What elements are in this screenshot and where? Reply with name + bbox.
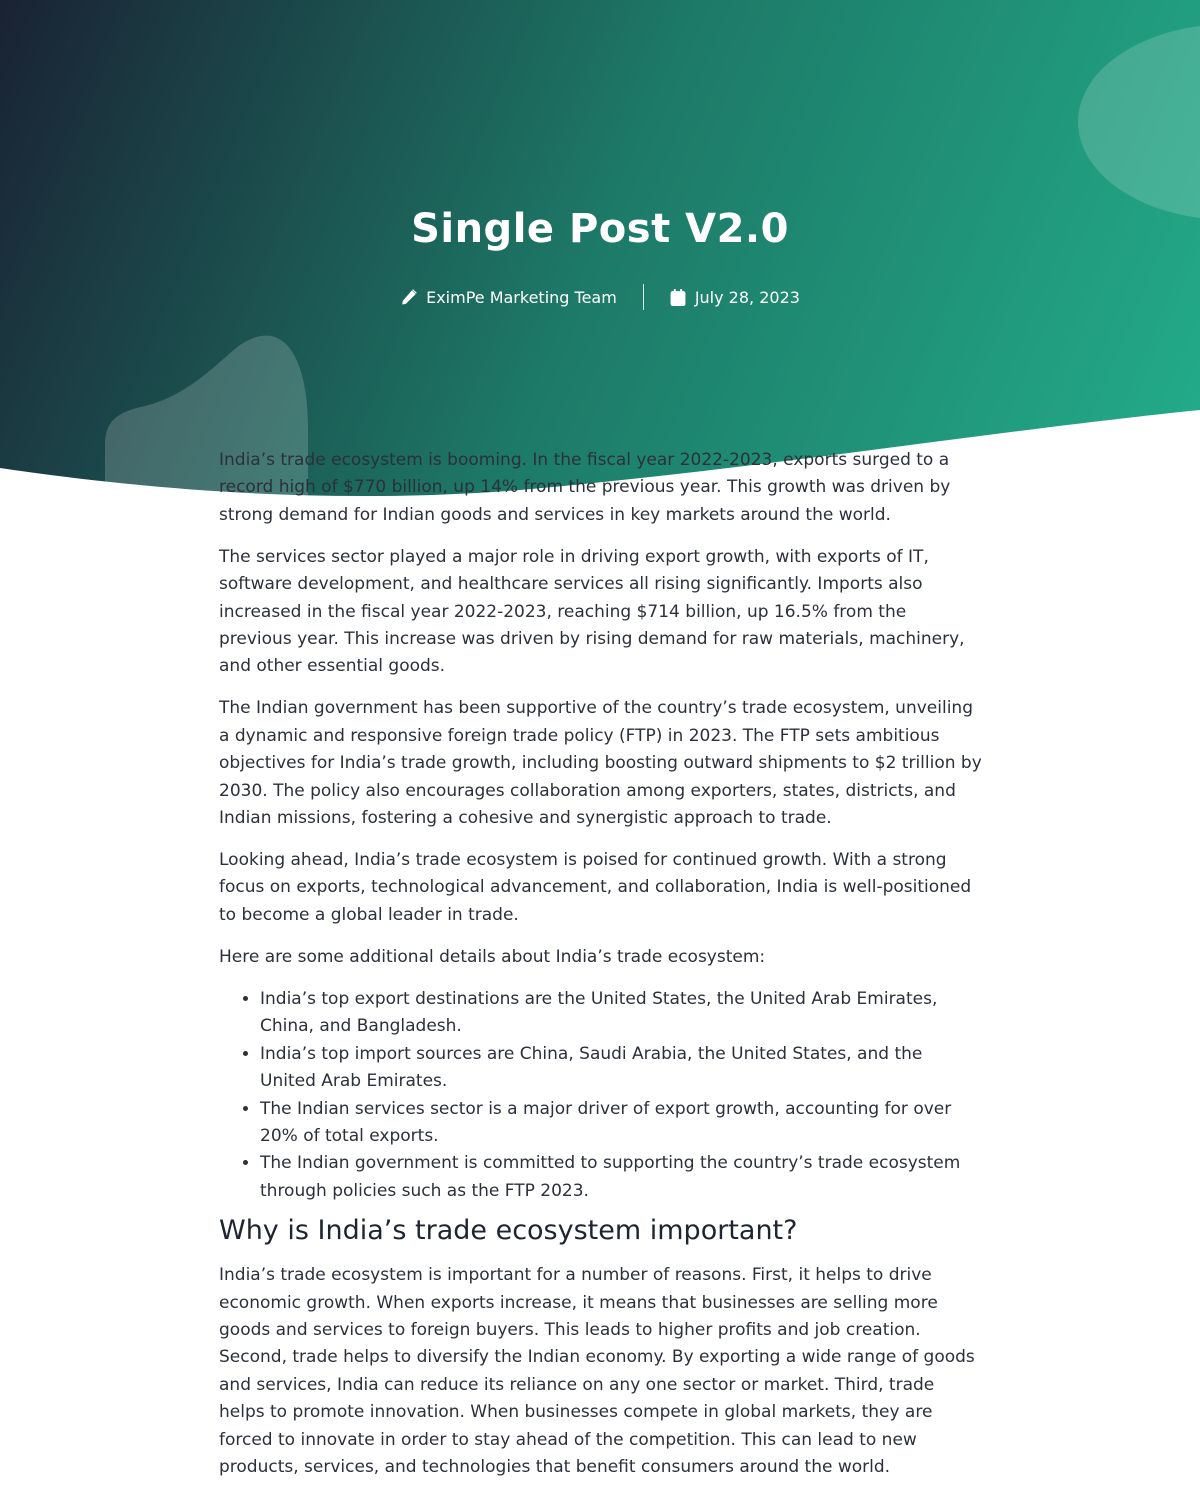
- post-paragraph: India’s trade ecosystem is important for a number of reasons. First, it helps to drive economic growth. When exports increase, it means that businesses are selling more goods and services to foreign buyers. This leads to higher profits and job creation. Second, trade helps to diversify the Indian economy. By exporting a wide range of goods and services, India can reduce its reliance on any one sector or market. Third, trade helps to promote innovation. When businesses compete in global markets, they are forced to innovate in order to stay ahead of the competition. This can lead to new products, services, and technologies that benefit consumers around the world.: [219, 1265, 975, 1477]
- post-author[interactable]: [400, 288, 617, 307]
- post-date: [670, 288, 800, 307]
- calendar-icon: [670, 289, 686, 306]
- post-paragraph: The Indian government has been supportive of the country’s trade ecosystem, unveiling a dynamic and responsive foreign trade policy (FTP) in 2023. The FTP sets ambitious objectives for India’s trade growth, including boosting outward shipments to $2 trillion by 2030. The policy also encourages collaboration among exporters, states, districts, and Indian missions, fostering a cohesive and synergistic approach to trade.: [219, 698, 982, 829]
- page-title: Single Post V2.0: [411, 206, 789, 252]
- list-item: • The Indian government is committed to supporting the country’s trade ecosystem through policies such as the FTP 2023.: [260, 1150, 983, 1205]
- post-body: [219, 447, 983, 1496]
- pencil-icon: [400, 289, 417, 306]
- trade-details-list: [219, 986, 983, 1205]
- post-author-name: EximPe Marketing Team: [426, 287, 617, 307]
- meta-divider: [643, 284, 644, 310]
- post-paragraph: Here are some additional details about India’s trade ecosystem:: [219, 946, 766, 967]
- post-paragraph: The services sector played a major role in driving export growth, with exports of IT, software development, and healthcare services all rising significantly. Imports also increased in the fiscal year 2022-2023, reaching $714 billion, up 16.5% from the previous year. This increase was driven by rising demand for raw materials, machinery, and other essential goods.: [219, 546, 965, 677]
- post-paragraph: India’s trade ecosystem is booming. In the fiscal year 2022-2023, exports surged to a record high of $770 billion, up 14% from the previous year. This growth was driven by strong demand for Indian goods and services in key markets around the world.: [219, 450, 951, 525]
- hero-background: [0, 0, 1200, 520]
- hero-banner: [0, 0, 1200, 520]
- post-date-text: July 28, 2023: [694, 287, 800, 307]
- list-item: • India’s top export destinations are the United States, the United Arab Emirates, China, and Bangladesh.: [260, 986, 983, 1041]
- list-item: • India’s top import sources are China, Saudi Arabia, the United States, and the United Arab Emirates.: [260, 1041, 983, 1096]
- list-item: • The Indian services sector is a major driver of export growth, accounting for over 20% of total exports.: [260, 1096, 983, 1151]
- post-meta: [0, 284, 1200, 310]
- post-paragraph: Looking ahead, India’s trade ecosystem is poised for continued growth. With a strong focus on exports, technological advancement, and collaboration, India is well-positioned to become a global leader in trade.: [219, 850, 972, 925]
- section-heading: Why is India’s trade ecosystem important?: [219, 1215, 798, 1247]
